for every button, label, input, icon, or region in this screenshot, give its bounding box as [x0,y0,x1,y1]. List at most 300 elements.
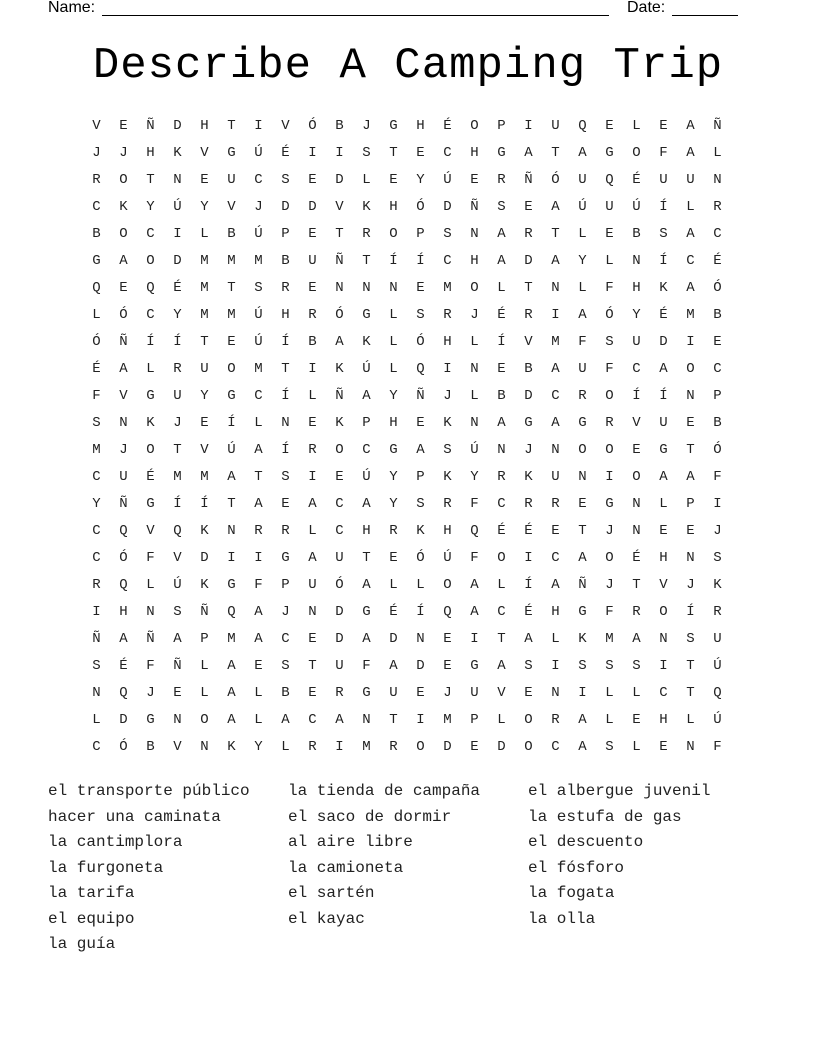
grid-letter: L [254,685,263,701]
grid-letter: S [605,658,614,674]
grid-letter: Ú [254,226,263,242]
grid-letter: V [92,118,101,134]
grid-letter: D [443,739,452,755]
grid-letter: A [281,712,290,728]
grid-letter: O [119,226,128,242]
grid-letter: G [497,145,506,161]
grid-letter: A [119,361,128,377]
grid-letter: Í [146,334,155,350]
grid-letter: I [254,118,263,134]
grid-letter: O [119,172,128,188]
grid-letter: F [470,550,479,566]
grid-letter: V [200,145,209,161]
grid-letter: K [524,469,533,485]
grid-letter: E [713,334,722,350]
grid-letter: M [227,631,236,647]
grid-letter: S [524,658,533,674]
grid-letter: Q [713,685,722,701]
grid-letter: Ñ [335,388,344,404]
grid-letter: K [416,523,425,539]
grid-letter: I [524,550,533,566]
grid-letter: O [200,712,209,728]
grid-letter: Ó [416,199,425,215]
grid-letter: R [335,685,344,701]
grid-letter: É [632,172,641,188]
grid-letter: R [308,739,317,755]
grid-letter: Q [119,577,128,593]
grid-letter: F [605,361,614,377]
grid-letter: Ú [254,334,263,350]
grid-letter: A [335,334,344,350]
grid-letter: N [335,280,344,296]
date-blank-line [672,15,738,16]
grid-letter: O [389,226,398,242]
grid-letter: L [686,712,695,728]
grid-letter: H [659,712,668,728]
grid-letter: S [605,334,614,350]
grid-letter: I [470,631,479,647]
grid-letter: N [659,631,668,647]
grid-letter: Í [389,253,398,269]
grid-letter: A [470,604,479,620]
grid-letter: K [443,415,452,431]
grid-letter: Í [227,415,236,431]
grid-letter: M [254,361,263,377]
grid-letter: E [416,415,425,431]
grid-letter: B [281,685,290,701]
page-title: Describe A Camping Trip [92,41,724,91]
grid-letter: S [416,496,425,512]
grid-letter: E [308,631,317,647]
grid-letter: M [551,334,560,350]
grid-letter: G [92,253,101,269]
grid-letter: J [362,118,371,134]
grid-letter: C [281,631,290,647]
grid-letter: P [416,226,425,242]
grid-letter: H [146,145,155,161]
grid-letter: Í [686,604,695,620]
word-list-item: el kayac [288,909,365,928]
grid-letter: C [146,226,155,242]
grid-letter: Ú [227,442,236,458]
grid-letter: Ó [335,577,344,593]
grid-letter: C [686,253,695,269]
grid-letter: R [551,496,560,512]
grid-letter: O [605,388,614,404]
grid-letter: B [713,415,722,431]
grid-letter: L [497,577,506,593]
grid-letter: U [713,631,722,647]
grid-letter: I [578,685,587,701]
grid-letter: T [632,577,641,593]
grid-letter: E [335,469,344,485]
grid-letter: O [470,280,479,296]
grid-letter: D [173,253,182,269]
grid-letter: T [308,658,317,674]
grid-letter: D [308,199,317,215]
grid-letter: T [551,145,560,161]
grid-letter: C [92,739,101,755]
grid-letter: K [362,199,371,215]
grid-letter: É [497,523,506,539]
grid-letter: U [659,415,668,431]
grid-letter: N [686,550,695,566]
letter-grid [83,113,731,761]
grid-letter: T [686,442,695,458]
header [48,0,748,20]
grid-letter: N [281,415,290,431]
grid-letter: L [389,307,398,323]
grid-letter: G [227,388,236,404]
grid-letter: A [335,712,344,728]
grid-letter: T [686,658,695,674]
grid-letter: U [470,685,479,701]
grid-letter: E [416,280,425,296]
grid-letter: Ú [578,199,587,215]
grid-letter: R [497,172,506,188]
grid-letter: F [146,550,155,566]
grid-letter: H [200,118,209,134]
grid-letter: O [578,442,587,458]
grid-letter: K [227,739,236,755]
grid-letter: U [578,361,587,377]
grid-letter: M [92,442,101,458]
word-list-item: el saco de dormir [288,807,452,826]
grid-letter: C [92,469,101,485]
grid-letter: T [578,523,587,539]
word-list-item: la guía [48,935,116,953]
grid-letter: U [605,199,614,215]
grid-letter: I [551,307,560,323]
grid-letter: F [92,388,101,404]
grid-letter: H [659,550,668,566]
grid-letter: C [362,442,371,458]
grid-letter: Y [389,469,398,485]
grid-letter: E [173,685,182,701]
grid-letter: U [551,469,560,485]
grid-letter: I [92,604,101,620]
grid-letter: I [659,658,668,674]
grid-letter: A [578,712,587,728]
grid-letter: R [524,496,533,512]
grid-letter: M [200,469,209,485]
grid-letter: F [146,658,155,674]
grid-letter: U [659,172,668,188]
grid-letter: V [146,523,155,539]
grid-letter: N [686,739,695,755]
grid-letter: P [281,226,290,242]
grid-letter: T [362,253,371,269]
grid-letter: A [551,199,560,215]
word-list-item: la camioneta [288,858,404,877]
grid-letter: D [281,199,290,215]
grid-letter: N [497,442,506,458]
grid-letter: G [281,550,290,566]
grid-letter: I [713,496,722,512]
grid-letter: C [146,307,155,323]
grid-letter: U [686,172,695,188]
grid-letter: N [632,253,641,269]
grid-letter: L [362,172,371,188]
word-list-item: al aire libre [288,833,413,851]
grid-letter: I [605,469,614,485]
grid-letter: E [632,442,641,458]
grid-letter: F [578,334,587,350]
grid-letter: G [362,685,371,701]
grid-letter: A [578,145,587,161]
grid-letter: Q [605,172,614,188]
grid-letter: R [443,307,452,323]
grid-letter: L [686,199,695,215]
grid-letter: G [578,604,587,620]
grid-letter: G [146,712,155,728]
grid-letter: Ñ [335,253,344,269]
grid-letter: T [173,442,182,458]
grid-letter: C [92,550,101,566]
grid-letter: Í [524,577,533,593]
grid-letter: O [686,361,695,377]
grid-letter: S [416,307,425,323]
grid-letter: R [308,442,317,458]
grid-letter: T [227,118,236,134]
grid-letter: S [632,658,641,674]
grid-letter: T [254,469,263,485]
grid-letter: U [227,172,236,188]
grid-letter: J [470,307,479,323]
grid-letter: Í [200,496,209,512]
grid-letter: S [362,145,371,161]
grid-letter: I [173,226,182,242]
word-list-item: el equipo [48,909,135,928]
grid-letter: S [254,280,263,296]
grid-letter: E [686,415,695,431]
grid-letter: L [659,496,668,512]
grid-letter: L [470,388,479,404]
grid-letter: L [416,577,425,593]
grid-letter: T [524,280,533,296]
grid-letter: V [335,199,344,215]
grid-letter: S [92,415,101,431]
word-list-item: la tienda de campaña [288,782,481,800]
word-list-item: el albergue juvenil [528,782,711,800]
grid-letter: Q [92,280,101,296]
grid-letter: Ú [443,550,452,566]
grid-letter: B [146,739,155,755]
grid-letter: O [470,118,479,134]
grid-letter: Q [173,523,182,539]
grid-letter: N [200,739,209,755]
grid-letter: A [254,604,263,620]
grid-letter: U [551,118,560,134]
grid-letter: H [470,253,479,269]
grid-letter: O [227,361,236,377]
grid-letter: É [524,523,533,539]
grid-letter: I [308,145,317,161]
grid-letter: F [605,280,614,296]
grid-letter: Y [389,388,398,404]
grid-letter: S [443,226,452,242]
grid-letter: C [551,388,560,404]
grid-letter: Ó [416,550,425,566]
grid-letter: R [713,604,722,620]
grid-letter: A [686,280,695,296]
grid-letter: E [632,712,641,728]
grid-letter: V [659,577,668,593]
grid-letter: G [470,658,479,674]
grid-letter: H [416,118,425,134]
grid-letter: O [605,550,614,566]
grid-letter: A [524,631,533,647]
grid-letter: R [443,496,452,512]
grid-letter: Q [470,523,479,539]
grid-letter: A [119,253,128,269]
grid-letter: G [146,496,155,512]
grid-letter: Q [416,361,425,377]
grid-letter: Y [470,469,479,485]
grid-letter: B [227,226,236,242]
grid-letter: F [659,145,668,161]
grid-letter: E [443,631,452,647]
grid-letter: A [632,631,641,647]
grid-letter: I [524,118,533,134]
grid-letter: L [578,280,587,296]
grid-letter: N [389,280,398,296]
grid-letter: H [443,334,452,350]
grid-letter: C [308,712,317,728]
grid-letter: H [389,415,398,431]
grid-letter: N [686,388,695,404]
grid-letter: O [524,739,533,755]
grid-letter: Y [416,172,425,188]
grid-letter: U [335,658,344,674]
grid-letter: M [443,280,452,296]
grid-letter: Ñ [146,631,155,647]
grid-letter: K [335,415,344,431]
grid-letter: M [605,631,614,647]
grid-letter: F [713,469,722,485]
grid-letter: I [551,658,560,674]
grid-letter: L [713,145,722,161]
grid-letter: E [686,523,695,539]
grid-letter: J [173,415,182,431]
grid-letter: E [308,226,317,242]
grid-letter: O [416,739,425,755]
grid-letter: N [470,415,479,431]
grid-letter: A [578,307,587,323]
grid-letter: S [281,172,290,188]
grid-letter: B [497,388,506,404]
grid-letter: U [632,334,641,350]
grid-letter: É [524,604,533,620]
grid-letter: T [281,361,290,377]
grid-letter: J [605,523,614,539]
grid-letter: I [416,712,425,728]
grid-letter: A [308,496,317,512]
grid-letter: E [416,685,425,701]
grid-letter: B [92,226,101,242]
grid-letter: R [254,523,263,539]
grid-letter: H [551,604,560,620]
grid-letter: L [308,523,317,539]
grid-letter: R [389,523,398,539]
grid-letter: M [200,253,209,269]
grid-letter: A [227,658,236,674]
grid-letter: A [362,496,371,512]
grid-letter: L [281,739,290,755]
grid-letter: J [443,685,452,701]
grid-letter: S [686,631,695,647]
grid-letter: H [362,523,371,539]
grid-letter: E [470,172,479,188]
grid-letter: L [470,334,479,350]
grid-letter: O [605,442,614,458]
grid-letter: S [713,550,722,566]
grid-letter: M [443,712,452,728]
grid-letter: C [335,496,344,512]
grid-letter: G [227,145,236,161]
grid-letter: T [389,145,398,161]
grid-letter: T [227,280,236,296]
word-list-item: hacer una caminata [48,807,221,826]
grid-letter: N [470,361,479,377]
grid-letter: Í [416,253,425,269]
grid-letter: L [146,577,155,593]
grid-letter: Í [173,334,182,350]
grid-letter: N [713,172,722,188]
grid-letter: R [551,712,560,728]
grid-letter: É [443,118,452,134]
grid-letter: A [551,253,560,269]
grid-letter: A [254,631,263,647]
grid-letter: V [632,415,641,431]
grid-letter: E [281,496,290,512]
grid-letter: D [119,712,128,728]
grid-letter: S [443,442,452,458]
grid-letter: E [227,334,236,350]
grid-letter: A [659,361,668,377]
grid-letter: J [146,685,155,701]
grid-letter: C [335,523,344,539]
grid-letter: I [227,550,236,566]
grid-letter: V [200,442,209,458]
grid-letter: D [389,631,398,647]
grid-letter: R [524,307,533,323]
grid-letter: Ñ [173,658,182,674]
grid-letter: M [173,469,182,485]
grid-letter: A [686,145,695,161]
word-list-item: el fósforo [528,858,625,877]
grid-letter: Ñ [524,172,533,188]
grid-letter: N [470,226,479,242]
grid-letter: E [308,172,317,188]
grid-letter: I [686,334,695,350]
grid-letter: A [173,631,182,647]
grid-letter: M [686,307,695,323]
grid-letter: É [146,469,155,485]
grid-letter: U [335,550,344,566]
grid-letter: Ú [173,199,182,215]
grid-letter: K [146,415,155,431]
grid-letter: G [362,604,371,620]
name-blank-line [102,15,609,16]
grid-letter: S [605,739,614,755]
grid-letter: J [92,145,101,161]
grid-letter: A [551,415,560,431]
grid-letter: Í [659,388,668,404]
grid-letter: Ú [443,172,452,188]
grid-letter: Ó [119,739,128,755]
grid-letter: G [524,415,533,431]
